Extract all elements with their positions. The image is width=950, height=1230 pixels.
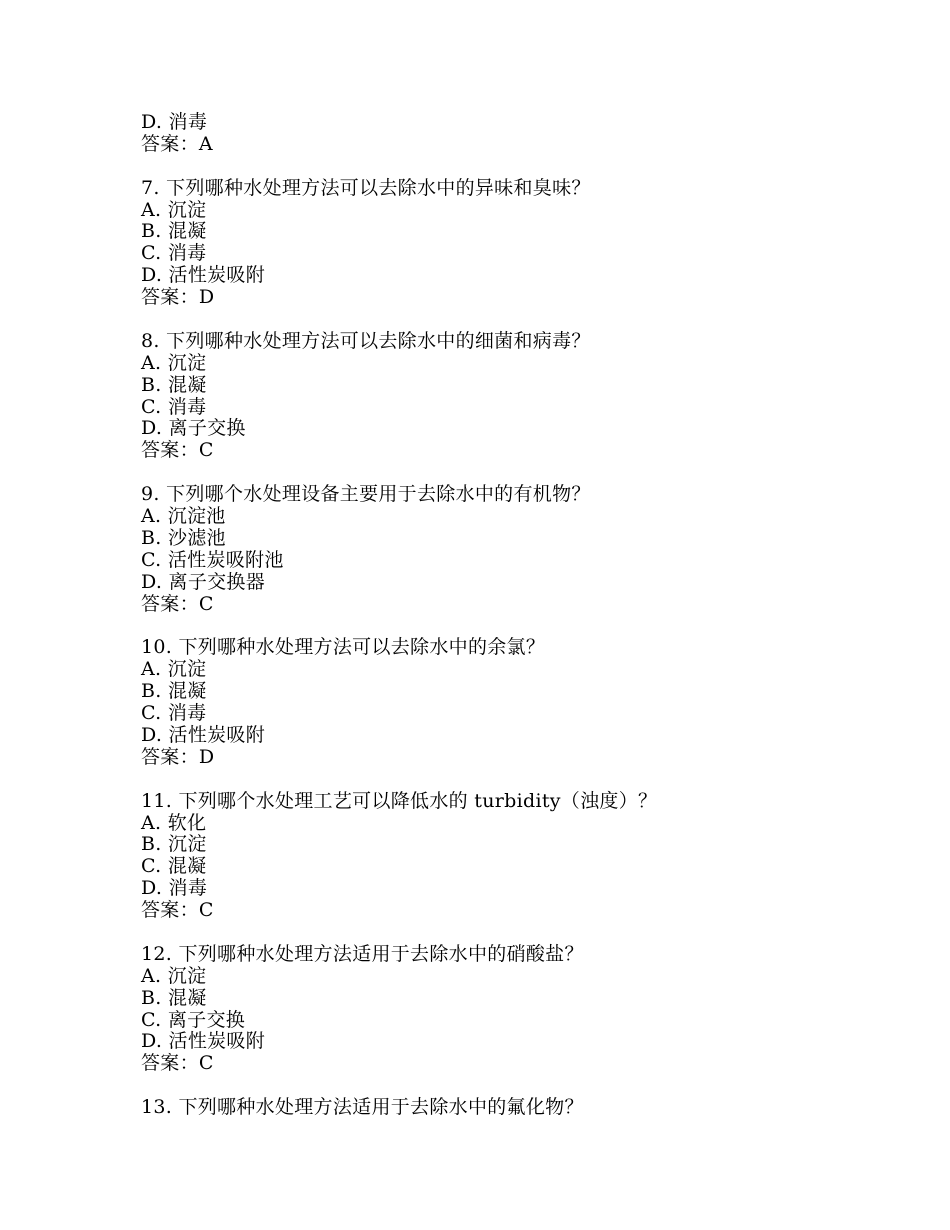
option-a: A. 沉淀 bbox=[141, 351, 207, 374]
option-d: D. 活性炭吸附 bbox=[141, 723, 266, 746]
question-block bbox=[141, 637, 901, 768]
question-block bbox=[141, 791, 901, 922]
blank-line bbox=[141, 309, 901, 331]
blank-line bbox=[141, 1075, 901, 1097]
option-a: A. 沉淀 bbox=[141, 198, 207, 221]
question-stem: 12. 下列哪种水处理方法适用于去除水中的硝酸盐？ bbox=[141, 942, 584, 965]
option-c: C. 消毒 bbox=[141, 242, 207, 265]
document-page bbox=[141, 112, 901, 1119]
option-b: B. 混凝 bbox=[141, 680, 207, 703]
option-b: B. 混凝 bbox=[141, 220, 207, 243]
answer-line: 答案：D bbox=[141, 745, 215, 768]
question-stem: 10. 下列哪种水处理方法可以去除水中的余氯？ bbox=[141, 636, 546, 659]
question-block bbox=[141, 944, 901, 1075]
option-b: B. 沙滤池 bbox=[141, 526, 226, 549]
answer-line: 答案：C bbox=[141, 439, 214, 462]
question-block bbox=[141, 484, 901, 615]
option-a: A. 软化 bbox=[141, 811, 207, 834]
option-c: C. 混凝 bbox=[141, 855, 207, 878]
option-c: C. 消毒 bbox=[141, 395, 207, 418]
option-a: A. 沉淀池 bbox=[141, 505, 226, 528]
question-stem: 7. 下列哪种水处理方法可以去除水中的异味和臭味？ bbox=[141, 176, 591, 199]
option-d: D. 活性炭吸附 bbox=[141, 264, 266, 287]
blank-line bbox=[141, 922, 901, 944]
option-b: B. 混凝 bbox=[141, 986, 207, 1009]
question-stem: 8. 下列哪种水处理方法可以去除水中的细菌和病毒？ bbox=[141, 329, 591, 352]
blank-line bbox=[141, 769, 901, 791]
blank-line bbox=[141, 615, 901, 637]
answer-line: 答案：D bbox=[141, 286, 215, 309]
option-a: A. 沉淀 bbox=[141, 658, 207, 681]
option-d: D. 离子交换 bbox=[141, 417, 246, 440]
answer-line: 答案：C bbox=[141, 1052, 214, 1075]
answer-line: 答案：A bbox=[141, 132, 213, 155]
question-block bbox=[141, 178, 901, 309]
answer-line: 答案：C bbox=[141, 899, 214, 922]
option-d: D. 消毒 bbox=[141, 877, 208, 900]
option-c: C. 消毒 bbox=[141, 702, 207, 725]
option-c: C. 离子交换 bbox=[141, 1008, 246, 1031]
option-line: D. 消毒 bbox=[141, 111, 208, 133]
blank-line bbox=[141, 462, 901, 484]
question-stem: 13. 下列哪种水处理方法适用于去除水中的氟化物？ bbox=[141, 1096, 584, 1119]
option-d: D. 活性炭吸附 bbox=[141, 1030, 266, 1053]
option-a: A. 沉淀 bbox=[141, 964, 207, 987]
question-block bbox=[141, 331, 901, 462]
answer-line: 答案：C bbox=[141, 592, 214, 615]
question-stem: 11. 下列哪个水处理工艺可以降低水的 turbidity（浊度）？ bbox=[141, 789, 658, 812]
blank-line bbox=[141, 156, 901, 178]
question-stem: 9. 下列哪个水处理设备主要用于去除水中的有机物？ bbox=[141, 483, 591, 506]
question-block bbox=[141, 1097, 901, 1119]
option-d: D. 离子交换器 bbox=[141, 570, 266, 593]
option-b: B. 混凝 bbox=[141, 373, 207, 396]
option-b: B. 沉淀 bbox=[141, 833, 207, 856]
option-c: C. 活性炭吸附池 bbox=[141, 548, 284, 571]
